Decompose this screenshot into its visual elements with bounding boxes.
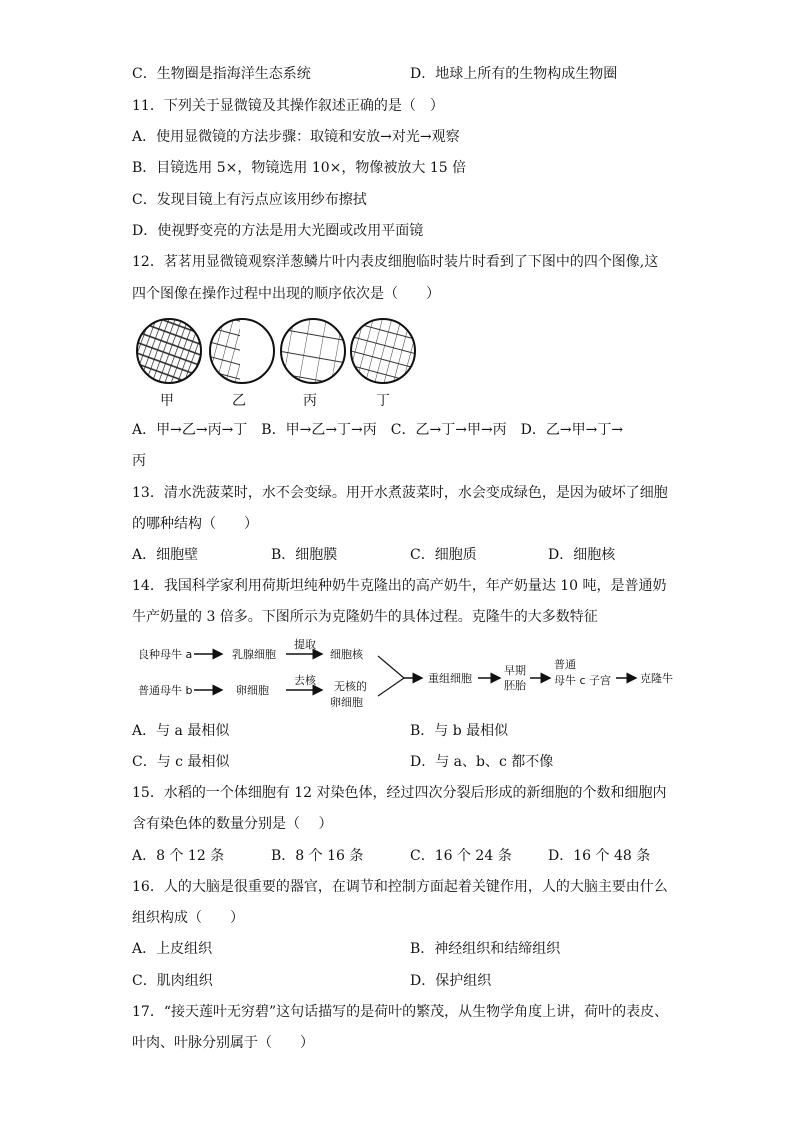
uterus-label-1: 普通 [554, 658, 576, 671]
q13-option-b: B．细胞膜 [271, 547, 338, 563]
q17-stem-line1: 17．“接天莲叶无穷碧”这句话描写的是荷叶的繁茂，从生物学角度上讲，荷叶的表皮、 [132, 1004, 669, 1020]
q11-option-a: A．使用显微镜的方法步骤：取镜和安放→对光→观察 [132, 129, 460, 145]
merge-line-bottom [378, 678, 404, 696]
q16-stem-line2: 组织构成（ ） [132, 910, 244, 926]
q13-option-a: A．细胞壁 [132, 547, 199, 563]
q16-option-b: B．神经组织和结缔组织 [410, 941, 561, 957]
label-bing: 丙 [303, 393, 317, 409]
recombined-cell-label: 重组细胞 [428, 672, 472, 685]
cow-b-label: 普通母牛 b [138, 684, 193, 697]
q15-stem-line1: 15．水稻的一个体细胞有 12 对染色体，经过四次分裂后形成的新细胞的个数和细胞内 [132, 785, 667, 801]
enucleate-label: 去核 [294, 674, 316, 687]
q13-stem-line2: 的哪种结构（ ） [132, 516, 258, 532]
q13-option-d: D．细胞核 [548, 547, 616, 563]
q10-option-d: D．地球上所有的生物构成生物圈 [410, 66, 618, 82]
q15-stem-line2: 含有染色体的数量分别是（ ） [132, 816, 333, 832]
label-yi: 乙 [232, 393, 246, 409]
q15-option-b: B．8 个 16 条 [271, 848, 364, 864]
label-ding: 丁 [376, 393, 390, 409]
q14-stem-line1: 14．我国科学家利用荷斯坦纯种奶牛克隆出的高产奶牛，年产奶量达 10 吨，是普通奶 [132, 578, 667, 594]
q10-option-c: C．生物圈是指海洋生态系统 [132, 66, 311, 82]
q15-option-d: D．16 个 48 条 [548, 848, 651, 864]
q14-option-b: B．与 b 最相似 [410, 723, 509, 739]
q15-option-c: C．16 个 24 条 [410, 848, 512, 864]
q17-stem-line2: 叶肉、叶脉分别属于（ ） [132, 1035, 314, 1051]
q13-option-c: C．细胞质 [410, 547, 477, 563]
q15-option-a: A．8 个 12 条 [132, 848, 225, 864]
label-jia: 甲 [160, 393, 174, 409]
q11-option-c: C．发现目镜上有污点应该用纱布擦拭 [132, 192, 367, 208]
q14-option-a: A．与 a 最相似 [132, 723, 230, 739]
q12-options-wrap: 丙 [132, 453, 146, 469]
early-embryo-label-2: 胚胎 [504, 679, 526, 692]
cow-a-label: 良种母牛 a [138, 648, 193, 661]
mammary-cell-label: 乳腺细胞 [232, 648, 276, 661]
enucleated-egg-label-1: 无核的 [334, 680, 367, 693]
early-embryo-label-1: 早期 [504, 664, 526, 677]
nucleus-label: 细胞核 [330, 648, 363, 661]
extract-label: 提取 [294, 638, 316, 651]
clone-cow-label: 克隆牛 [640, 672, 673, 685]
q12-options: A．甲→乙→丙→丁 B．甲→乙→丁→丙 C．乙→丁→甲→丙 D．乙→甲→丁→ [132, 422, 624, 438]
enucleated-egg-label-2: 卵细胞 [330, 696, 363, 709]
q16-stem-line1: 16．人的大脑是很重要的器官，在调节和控制方面起着关键作用，人的大脑主要由什么 [132, 879, 668, 895]
view-bing [280, 314, 350, 390]
q14-stem-line2: 牛产奶量的 3 倍多。下图所示为克隆奶牛的具体过程。克隆牛的大多数特征 [132, 609, 598, 625]
egg-cell-label: 卵细胞 [236, 684, 269, 697]
q13-stem-line1: 13．清水洗菠菜时，水不会变绿。用开水煮菠菜时，水会变成绿色，是因为破坏了细胞 [132, 485, 668, 501]
q11-option-d: D．使视野变亮的方法是用大光圈或改用平面镜 [132, 223, 424, 239]
q12-stem-line2: 四个图像在操作过程中出现的顺序依次是（ ） [132, 286, 440, 302]
uterus-label-2: 母牛 c 子宫 [554, 674, 612, 687]
q16-option-d: D．保护组织 [410, 973, 492, 989]
q14-cloning-diagram [132, 634, 692, 720]
q16-option-c: C．肌肉组织 [132, 973, 213, 989]
q16-option-a: A．上皮组织 [132, 941, 213, 957]
view-jia [132, 314, 212, 390]
q14-option-d: D．与 a、b、c 都不像 [410, 754, 554, 770]
view-yi [210, 314, 274, 390]
q11-option-b: B．目镜选用 5×，物镜选用 10×，物像被放大 15 倍 [132, 160, 467, 176]
merge-line-top [378, 656, 404, 678]
q14-option-c: C．与 c 最相似 [132, 754, 230, 770]
q11-stem: 11．下列关于显微镜及其操作叙述正确的是（ ） [132, 98, 444, 114]
q12-stem-line1: 12．茗茗用显微镜观察洋葱鳞片叶内表皮细胞临时装片时看到了下图中的四个图像,这 [132, 254, 659, 270]
view-ding [350, 314, 420, 390]
q12-figure [132, 314, 422, 390]
